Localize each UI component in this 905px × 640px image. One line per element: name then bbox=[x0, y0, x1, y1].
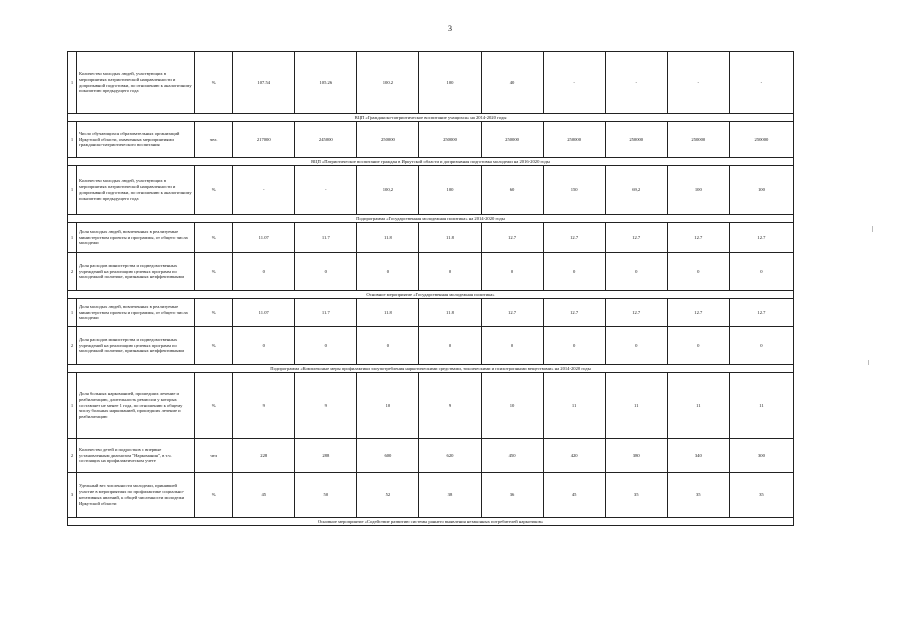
row-number: 1 bbox=[68, 299, 77, 327]
value-cell: 300 bbox=[729, 439, 793, 473]
value-cell: 10 bbox=[357, 373, 419, 439]
indicator-name: Доля молодых людей, вовлеченных в реализуемые министерством проекты и программы, от общего числа молодежи bbox=[77, 223, 195, 253]
section-title: Подпрограмма «Комплексные меры профилактики злоупотребления наркотическими средствами, токсическими и психотропными веществами» на 2014-2020 годы bbox=[68, 365, 794, 373]
value-cell: 12.7 bbox=[605, 299, 667, 327]
section-title: ВЦП «Патриотическое воспитание граждан в Иркутской области и допризывная подготовка молодежи на 2016-2020 годы bbox=[68, 158, 794, 166]
value-cell: 250000 bbox=[419, 122, 481, 158]
page-number: 3 bbox=[448, 24, 452, 33]
value-cell: 600 bbox=[357, 439, 419, 473]
value-cell: 12.7 bbox=[729, 223, 793, 253]
value-cell: 11.8 bbox=[357, 223, 419, 253]
value-cell: 250000 bbox=[605, 122, 667, 158]
section-header-row bbox=[68, 365, 794, 373]
table-row bbox=[68, 223, 794, 253]
value-cell: 45 bbox=[543, 473, 605, 518]
table-row bbox=[68, 473, 794, 518]
value-cell: 0 bbox=[729, 327, 793, 365]
indicator-name: Количество детей и подростков с впервые установленным диагнозом "Наркомания", в т.ч. состоящих на профилактическом учете bbox=[77, 439, 195, 473]
value-cell: 11.7 bbox=[295, 223, 357, 253]
value-cell: 0 bbox=[605, 253, 667, 291]
value-cell: - bbox=[729, 52, 793, 114]
table-row bbox=[68, 122, 794, 158]
unit-cell: % bbox=[195, 299, 233, 327]
table-row bbox=[68, 253, 794, 291]
value-cell: 52 bbox=[357, 473, 419, 518]
scan-artifact bbox=[872, 226, 873, 232]
section-header-row bbox=[68, 158, 794, 166]
table-row bbox=[68, 373, 794, 439]
value-cell: 245000 bbox=[295, 122, 357, 158]
value-cell: 0 bbox=[419, 253, 481, 291]
row-number: 3 bbox=[68, 473, 77, 518]
value-cell: - bbox=[605, 52, 667, 114]
value-cell: 0 bbox=[667, 253, 729, 291]
value-cell: 288 bbox=[295, 439, 357, 473]
section-header-row bbox=[68, 114, 794, 122]
value-cell: 10 bbox=[481, 373, 543, 439]
value-cell: 12.7 bbox=[481, 223, 543, 253]
value-cell: 36 bbox=[481, 473, 543, 518]
value-cell: 11.8 bbox=[419, 223, 481, 253]
indicator-name: Доля расходов министерства и подведомственных учреждений на реализацию целевых программ по молодежной политике, признанных неэффективными bbox=[77, 253, 195, 291]
value-cell: 100 bbox=[667, 166, 729, 215]
value-cell: 50 bbox=[295, 473, 357, 518]
value-cell: 11.7 bbox=[295, 299, 357, 327]
value-cell: 0 bbox=[729, 253, 793, 291]
row-number: 2 bbox=[68, 253, 77, 291]
scan-artifact bbox=[868, 360, 869, 365]
table-row bbox=[68, 327, 794, 365]
value-cell: 150 bbox=[543, 166, 605, 215]
unit-cell: % bbox=[195, 253, 233, 291]
value-cell: 228 bbox=[233, 439, 295, 473]
value-cell: 250000 bbox=[729, 122, 793, 158]
value-cell: 620 bbox=[419, 439, 481, 473]
value-cell: 0 bbox=[419, 327, 481, 365]
value-cell: 38 bbox=[419, 473, 481, 518]
value-cell: 100 bbox=[419, 52, 481, 114]
value-cell: 340 bbox=[667, 439, 729, 473]
value-cell: 0 bbox=[543, 253, 605, 291]
value-cell: - bbox=[295, 166, 357, 215]
value-cell: 11 bbox=[543, 373, 605, 439]
value-cell: 0 bbox=[295, 327, 357, 365]
value-cell: 11.8 bbox=[357, 299, 419, 327]
value-cell: 420 bbox=[543, 439, 605, 473]
row-number: 2 bbox=[68, 439, 77, 473]
value-cell: 250000 bbox=[543, 122, 605, 158]
value-cell: 11.07 bbox=[233, 299, 295, 327]
value-cell: 217000 bbox=[233, 122, 295, 158]
value-cell: 0 bbox=[233, 253, 295, 291]
unit-cell: % bbox=[195, 473, 233, 518]
table-row bbox=[68, 166, 794, 215]
section-header-row bbox=[68, 518, 794, 526]
value-cell: 11 bbox=[729, 373, 793, 439]
indicators-table bbox=[67, 51, 794, 526]
unit-cell: % bbox=[195, 52, 233, 114]
value-cell: 250000 bbox=[667, 122, 729, 158]
value-cell: 100 bbox=[419, 166, 481, 215]
section-header-row bbox=[68, 291, 794, 299]
indicator-name: Количество молодых людей, участвующих в мероприятиях патриотической направленности и допризывной подготовки, по отношению к аналогичному показателю предыдущего года bbox=[77, 166, 195, 215]
row-number: 1 bbox=[68, 166, 77, 215]
section-title: ВЦП «Гражданско-патриотическое воспитание учащихся» на 2014-2020 годы bbox=[68, 114, 794, 122]
value-cell: 100 bbox=[729, 166, 793, 215]
indicator-name: Доля расходов министерства и подведомственных учреждений на реализацию целевых программ по молодежной политике, признанных неэффективными bbox=[77, 327, 195, 365]
value-cell: 35 bbox=[729, 473, 793, 518]
value-cell: 0 bbox=[605, 327, 667, 365]
value-cell: 450 bbox=[481, 439, 543, 473]
value-cell: - bbox=[667, 52, 729, 114]
value-cell: 12.7 bbox=[667, 223, 729, 253]
value-cell: 9 bbox=[233, 373, 295, 439]
value-cell: 11 bbox=[605, 373, 667, 439]
table-row bbox=[68, 52, 794, 114]
row-number: 1 bbox=[68, 223, 77, 253]
value-cell: 12.7 bbox=[481, 299, 543, 327]
unit-cell: % bbox=[195, 223, 233, 253]
row-number: 2 bbox=[68, 327, 77, 365]
value-cell: 40 bbox=[481, 52, 543, 114]
value-cell: 12.7 bbox=[543, 299, 605, 327]
indicator-name: Доля больных наркоманией, прошедших лечение и реабилитацию, длительность ремиссии у которых составляет не менее 1 года, по отношению к общему числу больных наркоманией, прошедших лечение и реабилитацию bbox=[77, 373, 195, 439]
value-cell: 12.7 bbox=[667, 299, 729, 327]
table-row bbox=[68, 439, 794, 473]
value-cell: 0 bbox=[543, 327, 605, 365]
value-cell: 35 bbox=[605, 473, 667, 518]
indicator-name: Доля молодых людей, вовлеченных в реализуемые министерством проекты и программы, от общего числа молодежи bbox=[77, 299, 195, 327]
section-title: Подпрограмма «Государственная молодежная политика» на 2014-2020 годы bbox=[68, 215, 794, 223]
value-cell: 0 bbox=[481, 253, 543, 291]
value-cell: 0 bbox=[295, 253, 357, 291]
indicator-name: Удельный вес численности молодежи, принявшей участие в мероприятиях по профилактике социально-негативных явлений, к общей численности молодежи Иркутской области bbox=[77, 473, 195, 518]
value-cell: 12.7 bbox=[605, 223, 667, 253]
value-cell: 0 bbox=[357, 253, 419, 291]
value-cell: 12.7 bbox=[543, 223, 605, 253]
unit-cell: чел bbox=[195, 439, 233, 473]
value-cell: 100,2 bbox=[357, 166, 419, 215]
unit-cell: % bbox=[195, 327, 233, 365]
value-cell: 0 bbox=[233, 327, 295, 365]
unit-cell: % bbox=[195, 373, 233, 439]
value-cell: 12.7 bbox=[729, 299, 793, 327]
value-cell: 380 bbox=[605, 439, 667, 473]
value-cell: 35 bbox=[667, 473, 729, 518]
value-cell: 0 bbox=[481, 327, 543, 365]
value-cell: 107.54 bbox=[233, 52, 295, 114]
value-cell: 250000 bbox=[481, 122, 543, 158]
value-cell: 105.26 bbox=[295, 52, 357, 114]
unit-cell: чел. bbox=[195, 122, 233, 158]
value-cell: 60 bbox=[481, 166, 543, 215]
value-cell: 11.8 bbox=[419, 299, 481, 327]
unit-cell: % bbox=[195, 166, 233, 215]
value-cell: 9 bbox=[419, 373, 481, 439]
value-cell: 9 bbox=[295, 373, 357, 439]
value-cell: 0 bbox=[667, 327, 729, 365]
value-cell: 69,2 bbox=[605, 166, 667, 215]
section-title: Основное мероприятие «Государственная молодежная политика» bbox=[68, 291, 794, 299]
section-title: Основное мероприятие «Содействие развитию системы раннего выявления незаконных потребителей наркотиков» bbox=[68, 518, 794, 526]
row-number: 1 bbox=[68, 52, 77, 114]
indicator-name: Число обучающихся образовательных организаций Иркутской области, охваченных мероприятиями гражданско-патриотического воспитания bbox=[77, 122, 195, 158]
section-header-row bbox=[68, 215, 794, 223]
row-number: 1 bbox=[68, 122, 77, 158]
table-row bbox=[68, 299, 794, 327]
value-cell: 45 bbox=[233, 473, 295, 518]
value-cell: 11.07 bbox=[233, 223, 295, 253]
value-cell: 11 bbox=[667, 373, 729, 439]
value-cell: - bbox=[543, 52, 605, 114]
indicator-name: Количество молодых людей, участвующих в мероприятиях патриотической направленности и допризывной подготовки, по отношению к аналогичному показателю предыдущего года bbox=[77, 52, 195, 114]
value-cell: 100.2 bbox=[357, 52, 419, 114]
value-cell: 250000 bbox=[357, 122, 419, 158]
value-cell: - bbox=[233, 166, 295, 215]
row-number: 1 bbox=[68, 373, 77, 439]
value-cell: 0 bbox=[357, 327, 419, 365]
